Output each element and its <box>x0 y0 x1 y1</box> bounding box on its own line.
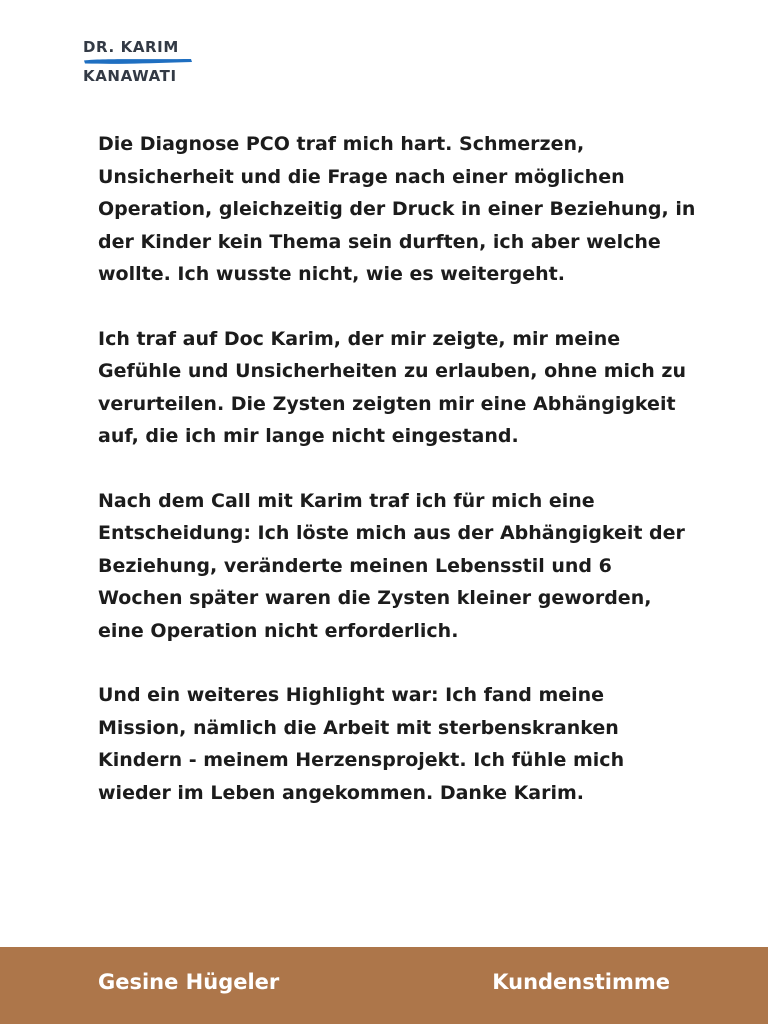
testimonial-paragraph-4: Und ein weiteres Highlight war: Ich fand meine Mission, nämlich die Arbeit mit sterbenskranken Kindern - meinem Herzensprojekt. Ich fühle mich wieder im Leben angekommen. Danke Karim. <box>98 684 625 804</box>
testimonial-paragraph-2: Ich traf auf Doc Karim, der mir zeigte, mir meine Gefühle und Unsicherheiten zu erlauben, ohne mich zu verurteilen. Die Zysten zeigten mir eine Abhängigkeit auf, die ich mir lange nicht eingestand. <box>98 327 687 447</box>
logo <box>83 38 195 85</box>
brush-stroke-icon <box>83 57 193 65</box>
testimonial-paragraph-3: Nach dem Call mit Karim traf ich für mich eine Entscheidung: Ich löste mich aus der Abhängigkeit der Beziehung, veränderte meinen Lebensstil und 6 Wochen später waren die Zysten kleiner geworden, eine Operation nicht erforderlich. <box>98 489 685 642</box>
logo-line1: DR. KARIM <box>83 38 179 56</box>
testimonial-label: Kundenstimme <box>492 970 670 994</box>
testimonial-paragraph-1: Die Diagnose PCO traf mich hart. Schmerzen, Unsicherheit und die Frage nach einer möglichen Operation, gleichzeitig der Druck in einer Beziehung, in der Kinder kein Thema sein durften, ich aber welche wollte. Ich wusste nicht, wie es weitergeht. <box>98 133 696 285</box>
footer-bar <box>0 947 768 1024</box>
logo-line2: KANAWATI <box>83 67 177 85</box>
customer-name: Gesine Hügeler <box>98 970 280 994</box>
testimonial-text <box>98 128 698 841</box>
